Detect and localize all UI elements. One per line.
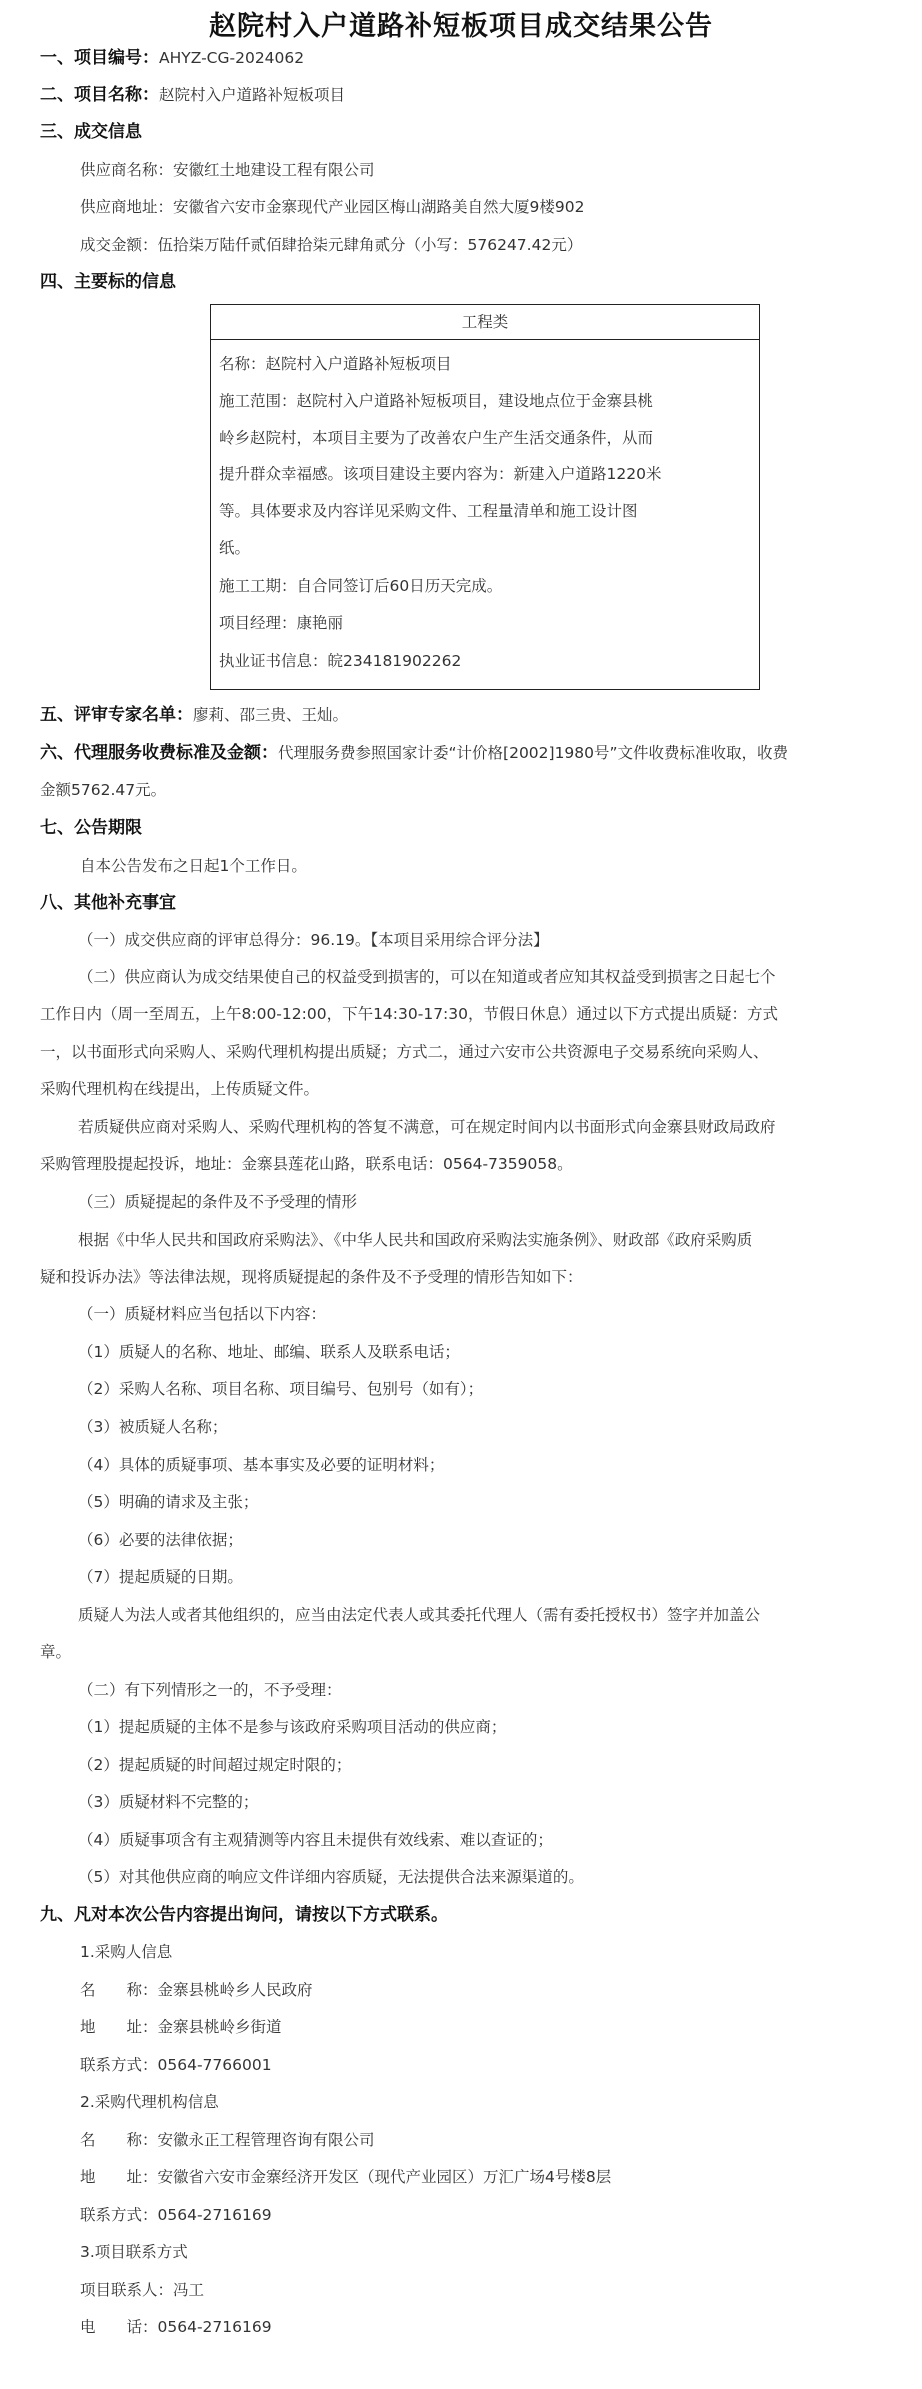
purchaser-name: 名 称：金寨县桃岭乡人民政府 <box>80 1981 313 1999</box>
other-matters-heading: 八、其他补充事宜 <box>40 893 176 913</box>
list-item: （1）质疑人的名称、地址、邮编、联系人及联系电话； <box>78 1343 460 1361</box>
materials-list-title: （一）质疑材料应当包括以下内容： <box>78 1305 327 1323</box>
page-title: 赵院村入户道路补短板项目成交结果公告 <box>209 11 713 42</box>
scope-line: 提升群众幸福感。该项目建设主要内容为：新建入户道路1220米 <box>219 465 662 483</box>
project-contact-phone: 电 话：0564-2716169 <box>80 2318 272 2336</box>
project-number-value: AHYZ-CG-2024062 <box>159 49 305 67</box>
review-score: （一）成交供应商的评审总得分：96.19。【本项目采用综合评分法】 <box>78 931 549 949</box>
project-name-label: 二、项目名称： <box>40 85 159 105</box>
list-item: （5）对其他供应商的响应文件详细内容质疑，无法提供合法来源渠道的。 <box>78 1868 584 1886</box>
notice-period-heading: 七、公告期限 <box>40 818 142 838</box>
supplier-address: 供应商地址：安徽省六安市金寨现代产业园区梅山湖路美自然大厦9楼902 <box>80 198 585 216</box>
subject-table <box>210 304 760 690</box>
project-name-row <box>40 84 345 106</box>
project-manager: 项目经理：康艳丽 <box>219 614 344 632</box>
subject-table-header: 工程类 <box>211 305 759 340</box>
seal-requirement-line: 章。 <box>40 1643 72 1661</box>
conditions-subheading: （三）质疑提起的条件及不予受理的情形 <box>78 1193 358 1211</box>
agency-fee-amount: 金额5762.47元。 <box>40 781 167 799</box>
list-item: （3）质疑材料不完整的； <box>78 1793 259 1811</box>
experts-row <box>40 704 348 726</box>
subject-heading: 四、主要标的信息 <box>40 272 176 292</box>
transaction-amount: 成交金额：伍拾柒万陆仟贰佰肆拾柒元肆角贰分（小写：576247.42元） <box>80 236 583 254</box>
experts-label: 五、评审专家名单： <box>40 705 193 725</box>
project-name-value: 赵院村入户道路补短板项目 <box>159 86 346 104</box>
agency-fee-label: 六、代理服务收费标准及金额： <box>40 743 278 763</box>
agency-contact: 联系方式：0564-2716169 <box>80 2206 272 2224</box>
transaction-heading: 三、成交信息 <box>40 122 142 142</box>
list-item: （3）被质疑人名称； <box>78 1418 228 1436</box>
list-item: （6）必要的法律依据； <box>78 1531 243 1549</box>
rejection-list-title: （二）有下列情形之一的，不予受理： <box>78 1681 342 1699</box>
list-item: （1）提起质疑的主体不是参与该政府采购项目活动的供应商； <box>78 1718 507 1736</box>
scope-line: 等。具体要求及内容详见采购文件、工程量清单和施工设计图 <box>219 502 638 520</box>
seal-requirement-line: 质疑人为法人或者其他组织的，应当由法定代表人或其委托代理人（需有委托授权书）签字并加盖公 <box>78 1606 761 1624</box>
project-contact-person: 项目联系人：冯工 <box>80 2281 205 2299</box>
project-number-label: 一、项目编号： <box>40 48 159 68</box>
list-item: （2）采购人名称、项目名称、项目编号、包别号（如有）； <box>78 1380 484 1398</box>
experts-value: 廖莉、邵三贵、王灿。 <box>193 706 349 724</box>
agency-name: 名 称：安徽永正工程管理咨询有限公司 <box>80 2131 375 2149</box>
purchaser-address: 地 址：金寨县桃岭乡街道 <box>80 2018 282 2036</box>
scope-line: 纸。 <box>219 539 251 557</box>
project-contact-title: 3.项目联系方式 <box>80 2243 188 2261</box>
objection-line: 采购代理机构在线提出，上传质疑文件。 <box>40 1080 320 1098</box>
list-item: （4）质疑事项含有主观猜测等内容且未提供有效线索、难以查证的； <box>78 1831 553 1849</box>
contact-heading: 九、凡对本次公告内容提出询问，请按以下方式联系。 <box>40 1905 448 1925</box>
scope-line: 施工范围：赵院村入户道路补短板项目，建设地点位于金寨县桃 <box>219 392 654 410</box>
scope-line: 岭乡赵院村，本项目主要为了改善农户生产生活交通条件，从而 <box>219 429 654 447</box>
law-basis-line: 疑和投诉办法》等法律法规，现将质疑提起的条件及不予受理的情形告知如下： <box>40 1268 583 1286</box>
list-item: （4）具体的质疑事项、基本事实及必要的证明材料； <box>78 1456 445 1474</box>
law-basis-line: 根据《中华人民共和国政府采购法》、《中华人民共和国政府采购法实施条例》、财政部《政府采购质 <box>78 1231 753 1249</box>
purchaser-title: 1.采购人信息 <box>80 1943 173 1961</box>
subject-name: 名称：赵院村入户道路补短板项目 <box>219 355 452 373</box>
objection-line: 工作日内（周一至周五，上午8:00-12:00，下午14:30-17:30，节假日休息）通过以下方式提出质疑：方式 <box>40 1005 779 1023</box>
agency-fee-row <box>40 742 788 764</box>
complaint-line: 采购管理股提起投诉，地址：金寨县莲花山路，联系电话：0564-7359058。 <box>40 1155 573 1173</box>
project-number-row <box>40 47 304 69</box>
agency-address: 地 址：安徽省六安市金寨经济开发区（现代产业园区）万汇广场4号楼8层 <box>80 2168 612 2186</box>
list-item: （2）提起质疑的时间超过规定时限的； <box>78 1756 352 1774</box>
certificate-info: 执业证书信息：皖234181902262 <box>219 652 462 670</box>
list-item: （7）提起质疑的日期。 <box>78 1568 243 1586</box>
notice-period-body: 自本公告发布之日起1个工作日。 <box>80 857 307 875</box>
agency-title: 2.采购代理机构信息 <box>80 2093 219 2111</box>
construction-period: 施工工期：自合同签订后60日历天完成。 <box>219 577 503 595</box>
purchaser-contact: 联系方式：0564-7766001 <box>80 2056 272 2074</box>
objection-line: 一，以书面形式向采购人、采购代理机构提出质疑；方式二，通过六安市公共资源电子交易系统向采购人、 <box>40 1043 769 1061</box>
agency-fee-text: 代理服务费参照国家计委“计价格[2002]1980号”文件收费标准收取，收费 <box>278 744 789 762</box>
complaint-line: 若质疑供应商对采购人、采购代理机构的答复不满意，可在规定时间内以书面形式向金寨县财政局政府 <box>78 1118 776 1136</box>
objection-line: （二）供应商认为成交结果使自己的权益受到损害的，可以在知道或者应知其权益受到损害之日起七个 <box>78 968 776 986</box>
supplier-name: 供应商名称：安徽红土地建设工程有限公司 <box>80 161 375 179</box>
list-item: （5）明确的请求及主张； <box>78 1493 259 1511</box>
